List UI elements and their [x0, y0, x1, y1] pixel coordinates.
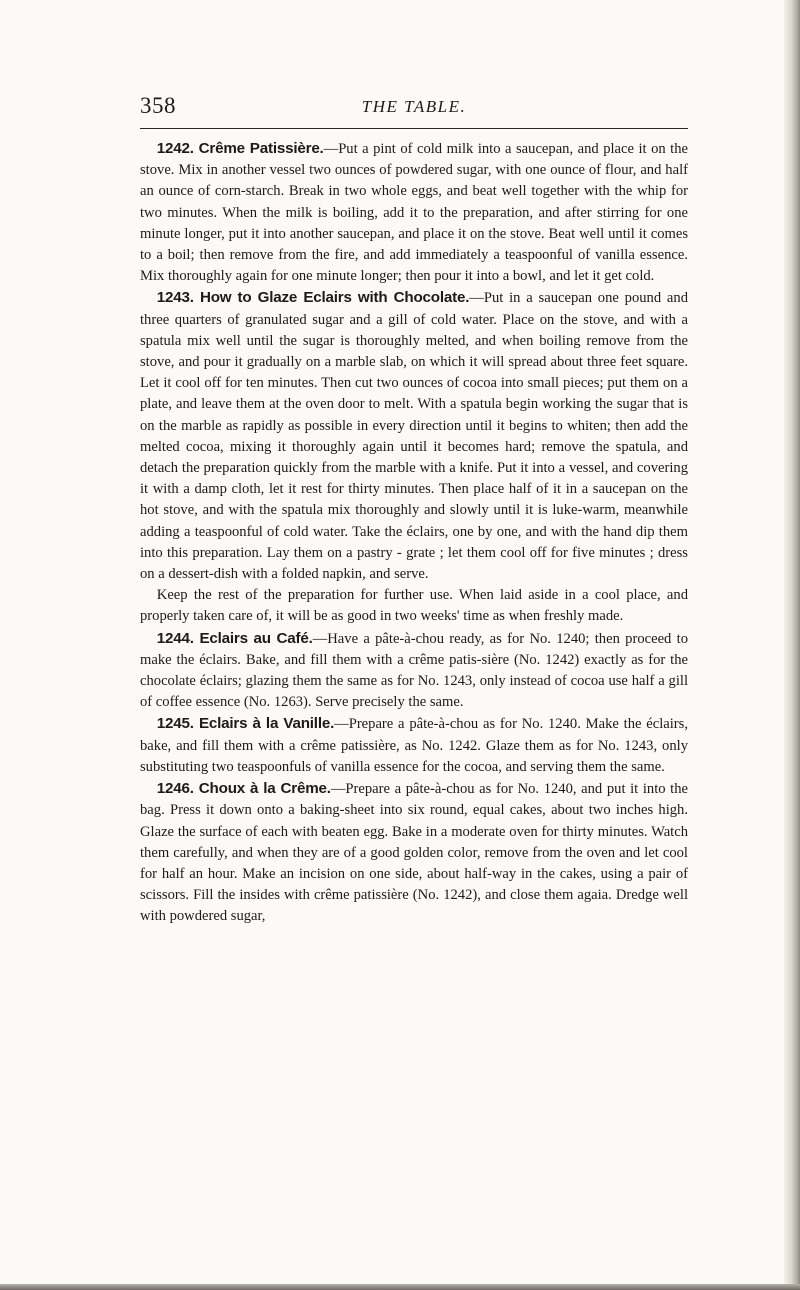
- recipe-entry-1242: [140, 138, 688, 287]
- page-header: [140, 93, 688, 133]
- entry-body: —Prepare a pâte-à-chou as for No. 1240, and put it into the bag. Press it down onto a baking-sheet into six round, equal cakes, about two inches high. Glaze the surface of each with beaten egg. Bake in a moderate oven for thirty minutes. Watch them carefully, and when they are of a good golden color, remove from the oven and let cool for half an hour. Make an incision on one side, about half-way in the cakes, using a pair of scissors. Fill the insides with crême patissière (No. 1242), and close them agaia. Dredge well with powdered sugar,: [140, 781, 688, 925]
- recipe-entry-1246: [140, 778, 688, 927]
- page-edge-shadow: [784, 0, 800, 1290]
- recipe-note-1243: [140, 585, 688, 627]
- running-title: THE TABLE.: [361, 97, 467, 116]
- entry-body: —Put a pint of cold milk into a saucepan, and place it on the stove. Mix in another vessel two ounces of powdered sugar, with one ounce of flour, and half an ounce of corn-starch. Break in two whole eggs, and beat well together with the whip for two minutes. When the milk is boiling, add it to the preparation, and after stirring for one minute longer, put it into another saucepan, and place it on the stove. Beat well until it comes to a boil; then remove from the fire, and add immediately a teaspoonful of vanilla essence. Mix thoroughly again for one minute longer; then pour it into a bowl, and let it get cold.: [140, 141, 688, 285]
- entry-title: 1243. How to Glaze Eclairs with Chocolate.: [156, 289, 470, 307]
- entry-title: 1245. Eclairs à la Vanille.: [156, 715, 335, 733]
- entry-body: Keep the rest of the preparation for further use. When laid aside in a cool place, and properly taken care of, it will be as good in two weeks' time as when freshly made.: [140, 587, 688, 625]
- recipe-entry-1244: [140, 628, 688, 714]
- recipe-entry-1243: [140, 287, 688, 585]
- recipe-entry-1245: [140, 713, 688, 778]
- page-bottom-edge: [0, 1284, 800, 1290]
- recipe-text: [140, 138, 688, 928]
- entry-title: 1242. Crême Patissière.: [156, 140, 324, 157]
- entry-title: 1244. Eclairs au Café.: [156, 629, 313, 647]
- page-number: 358: [140, 93, 176, 118]
- header-rule: [140, 128, 688, 129]
- entry-body: —Prepare a pâte-à-chou as for No. 1240. Make the éclairs, bake, and fill them with a crême patissière, as No. 1242. Glaze them as for No. 1243, only substituting two teaspoonfuls of vanilla essence for the cocoa, and serving them the same.: [140, 716, 688, 775]
- entry-title: 1246. Choux à la Crême.: [156, 780, 331, 798]
- entry-body: —Have a pâte-à-chou ready, as for No. 1240; then proceed to make the éclairs. Bake, and fill them with a crême patis-sière (No. 1242) exactly as for the chocolate éclairs; glazing them the same as for No. 1243, only instead of cocoa use half a gill of coffee essence (No. 1263). Serve precisely the same.: [140, 630, 689, 711]
- entry-body: —Put in a saucepan one pound and three quarters of granulated sugar and a gill of cold water. Place on the stove, and with a spatula mix well until the sugar is thoroughly melted, and when boiling remove from the stove, and pour it gradually on a marble slab, on which it will spread about three feet square. Let it cool off for ten minutes. Then cut two ounces of cocoa into small pieces; put them on a plate, and leave them at the oven door to melt. With a spatula begin working the sugar that is on the marble as rapidly as possible in every direction until it begins to whiten; then add the melted cocoa, mixing it thoroughly again until it becomes hard; remove the spatula, and detach the preparation quickly from the marble with a knife. Put it into a vessel, and covering it with a damp cloth, let it rest for thirty minutes. Then place half of it in a saucepan on the hot stove, and with the spatula mix thoroughly and slowly until it is luke-warm, meanwhile adding a teaspoonful of cold water. Take the éclairs, one by one, and with the hand dip them into this preparation. Lay them on a pastry - grate ; let them cool off for five minutes ; dress on a dessert-dish with a folded napkin, and serve.: [140, 290, 688, 583]
